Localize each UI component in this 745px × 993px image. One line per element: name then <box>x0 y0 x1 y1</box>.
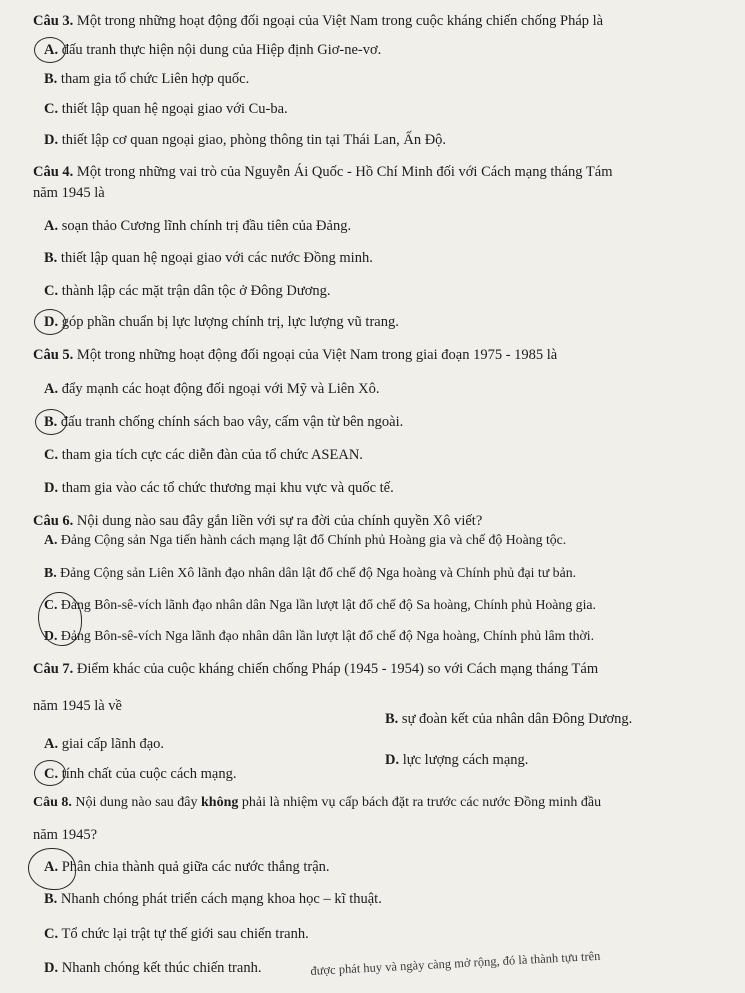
option-text: thành lập các mặt trận dân tộc ở Đông Dương. <box>58 283 331 299</box>
option-letter: C. <box>44 101 59 117</box>
option-text: Nhanh chóng phát triển cách mạng khoa học – kĩ thuật. <box>57 891 382 907</box>
question-number: Câu 4. <box>33 164 74 180</box>
question-text: Điểm khác của cuộc kháng chiến chống Pháp (1945 - 1954) so với Cách mạng tháng Tám <box>73 661 599 677</box>
question-5-option-a[interactable] <box>44 380 379 398</box>
option-letter: D. <box>44 314 59 330</box>
option-letter: D. <box>385 752 400 768</box>
question-text: Nội dung nào sau đây gắn liền với sự ra đời của chính quyền Xô viết? <box>73 513 483 529</box>
option-text: tham gia tổ chức Liên hợp quốc. <box>57 71 250 87</box>
question-number: Câu 3. <box>33 13 74 29</box>
question-text: Một trong những vai trò của Nguyễn Ái Quốc - Hồ Chí Minh đối với Cách mạng tháng Tám <box>73 164 613 180</box>
option-text: sự đoàn kết của nhân dân Đông Dương. <box>398 711 633 727</box>
question-text: Một trong những hoạt động đối ngoại của Việt Nam trong giai đoạn 1975 - 1985 là <box>73 347 558 363</box>
option-text: góp phần chuẩn bị lực lượng chính trị, lực lượng vũ trang. <box>58 314 399 330</box>
question-8-option-c[interactable] <box>44 925 309 943</box>
option-letter: B. <box>44 250 58 266</box>
question-6-stem <box>33 512 482 530</box>
question-emphasis: không <box>201 795 239 810</box>
question-text: năm 1945 là về <box>33 698 122 714</box>
option-text: Đảng Bôn-sê-vích lãnh đạo nhân dân Nga lần lượt lật đổ chế độ Sa hoàng, Chính phủ Hoàng gia. <box>57 597 596 612</box>
option-text: thiết lập cơ quan ngoại giao, phòng thông tin tại Thái Lan, Ấn Độ. <box>58 132 447 148</box>
question-3-option-b[interactable] <box>44 70 249 88</box>
option-letter: D. <box>44 960 59 976</box>
option-letter: C. <box>44 926 59 942</box>
question-3-option-a[interactable] <box>44 41 381 59</box>
option-letter: B. <box>44 71 58 87</box>
question-number: Câu 7. <box>33 661 74 677</box>
question-6-option-c[interactable] <box>44 596 596 614</box>
question-4-option-d[interactable] <box>44 313 399 331</box>
option-text: đấu tranh thực hiện nội dung của Hiệp định Giơ-ne-vơ. <box>58 42 382 58</box>
option-text: tham gia vào các tổ chức thương mại khu vực và quốc tế. <box>58 480 394 496</box>
question-4-option-b[interactable] <box>44 249 373 267</box>
option-letter: D. <box>44 628 58 643</box>
option-letter: C. <box>44 447 59 463</box>
option-letter: A. <box>44 859 59 875</box>
question-number: Câu 8. <box>33 795 72 810</box>
option-letter: A. <box>44 42 59 58</box>
fragment-text: được phát huy và ngày càng mở rộng, đó là thành tựu trên <box>310 948 601 978</box>
question-6-option-d[interactable] <box>44 627 594 645</box>
question-8-stem <box>33 794 601 812</box>
question-8-option-d[interactable] <box>44 959 261 977</box>
option-text: Đảng Cộng sản Liên Xô lãnh đạo nhân dân lật đổ chế độ Nga hoàng và Chính phủ đại tư bản. <box>56 565 577 580</box>
question-4-stem-line-2 <box>33 184 105 202</box>
option-letter: A. <box>44 532 58 547</box>
option-text: soạn thảo Cương lĩnh chính trị đầu tiên của Đảng. <box>58 218 352 234</box>
question-5-option-c[interactable] <box>44 446 363 464</box>
question-7-option-d[interactable] <box>385 751 528 769</box>
option-text: tham gia tích cực các diễn đàn của tổ chức ASEAN. <box>58 447 363 463</box>
option-text: lực lượng cách mạng. <box>399 752 529 768</box>
option-letter: B. <box>44 891 58 907</box>
question-3-option-c[interactable] <box>44 100 288 118</box>
option-letter: B. <box>44 414 58 430</box>
question-7-option-b[interactable] <box>385 710 632 728</box>
option-text: tính chất của cuộc cách mạng. <box>58 766 237 782</box>
option-text: đấu tranh chống chính sách bao vây, cấm vận từ bên ngoài. <box>57 414 404 430</box>
option-text: Đảng Cộng sản Nga tiến hành cách mạng lật đổ Chính phủ Hoàng gia và chế độ Hoàng tộc. <box>57 532 567 547</box>
option-letter: C. <box>44 597 58 612</box>
option-letter: A. <box>44 381 59 397</box>
question-4-option-c[interactable] <box>44 282 331 300</box>
question-text: Nội dung nào sau đây <box>71 795 201 810</box>
question-text: phải là nhiệm vụ cấp bách đặt ra trước các nước Đồng minh đầu <box>238 795 602 810</box>
footer-fragment <box>310 947 601 980</box>
question-text: năm 1945? <box>33 827 98 843</box>
option-text: thiết lập quan hệ ngoại giao với Cu-ba. <box>58 101 288 117</box>
question-text: năm 1945 là <box>33 185 105 201</box>
option-letter: C. <box>44 283 59 299</box>
question-7-option-c[interactable] <box>44 765 236 783</box>
option-text: Nhanh chóng kết thúc chiến tranh. <box>58 960 262 976</box>
option-letter: A. <box>44 736 59 752</box>
question-8-option-a[interactable] <box>44 858 330 876</box>
option-text: Đảng Bôn-sê-vích Nga lãnh đạo nhân dân lần lượt lật đổ chế độ Nga hoàng, Chính phủ lâm thời. <box>57 628 595 643</box>
question-5-option-d[interactable] <box>44 479 394 497</box>
question-6-option-b[interactable] <box>44 564 576 582</box>
question-4-stem <box>33 163 613 181</box>
option-letter: D. <box>44 480 59 496</box>
option-letter: C. <box>44 766 59 782</box>
question-3-option-d[interactable] <box>44 131 446 149</box>
question-8-stem-line-2 <box>33 826 97 844</box>
question-5-stem <box>33 346 557 364</box>
option-text: đẩy mạnh các hoạt động đối ngoại với Mỹ và Liên Xô. <box>58 381 380 397</box>
question-3-stem <box>33 12 603 30</box>
question-7-stem <box>33 660 598 678</box>
question-number: Câu 6. <box>33 513 74 529</box>
option-text: giai cấp lãnh đạo. <box>58 736 164 752</box>
option-letter: B. <box>385 711 399 727</box>
question-8-option-b[interactable] <box>44 890 382 908</box>
question-5-option-b[interactable] <box>44 413 403 431</box>
option-text: Tổ chức lại trật tự thế giới sau chiến tranh. <box>58 926 309 942</box>
question-number: Câu 5. <box>33 347 74 363</box>
option-letter: D. <box>44 132 59 148</box>
question-4-option-a[interactable] <box>44 217 351 235</box>
question-text: Một trong những hoạt động đối ngoại của Việt Nam trong cuộc kháng chiến chống Pháp là <box>73 13 604 29</box>
option-letter: B. <box>44 565 57 580</box>
option-text: thiết lập quan hệ ngoại giao với các nước Đồng minh. <box>57 250 373 266</box>
question-6-option-a[interactable] <box>44 531 566 549</box>
option-text: Phân chia thành quả giữa các nước thắng trận. <box>58 859 330 875</box>
question-7-stem-line-2 <box>33 697 122 715</box>
question-7-option-a[interactable] <box>44 735 164 753</box>
option-letter: A. <box>44 218 59 234</box>
